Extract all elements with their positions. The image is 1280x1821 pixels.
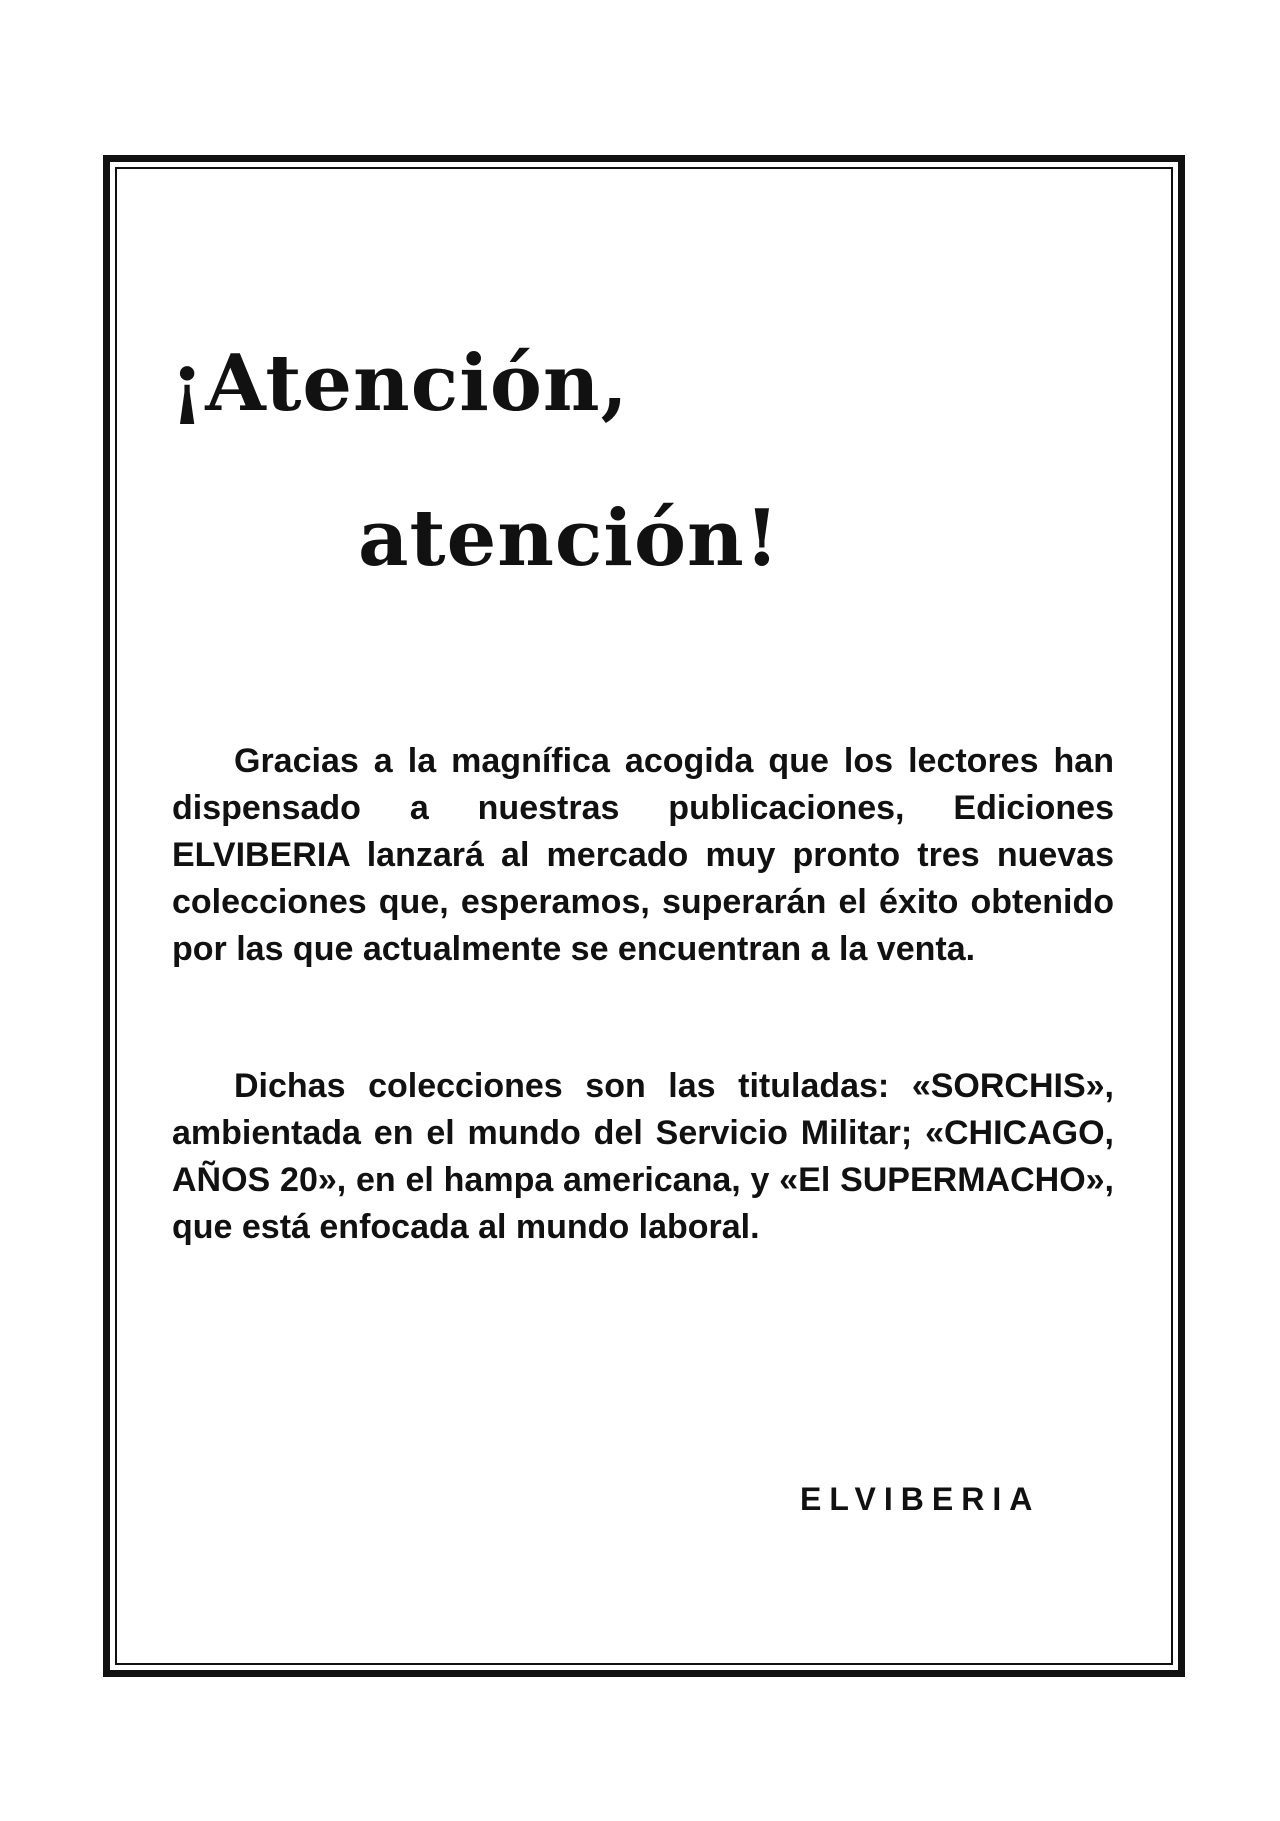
headline-line-2: atención! <box>358 493 781 584</box>
announcement-paragraph-2: Dichas colecciones son las tituladas: «SORCHIS», ambientada en el mundo del Servicio Militar; «CHICAGO, AÑOS 20», en el hampa americana, y «El SUPERMACHO», que está enfocada al mundo laboral. <box>172 1067 1114 1246</box>
announcement-paragraph-1: Gracias a la magnífica acogida que los lectores han dispensado a nuestras publicaciones, Ediciones ELVIBERIA lanzará al mercado muy pronto tres nuevas colecciones que, esperamos, superarán el éxito obtenido por las que actualmente se encuentran a la venta. <box>172 742 1114 968</box>
headline-line-1: ¡Atención, <box>170 338 629 429</box>
publisher-signature: ELVIBERIA <box>800 1481 1041 1517</box>
